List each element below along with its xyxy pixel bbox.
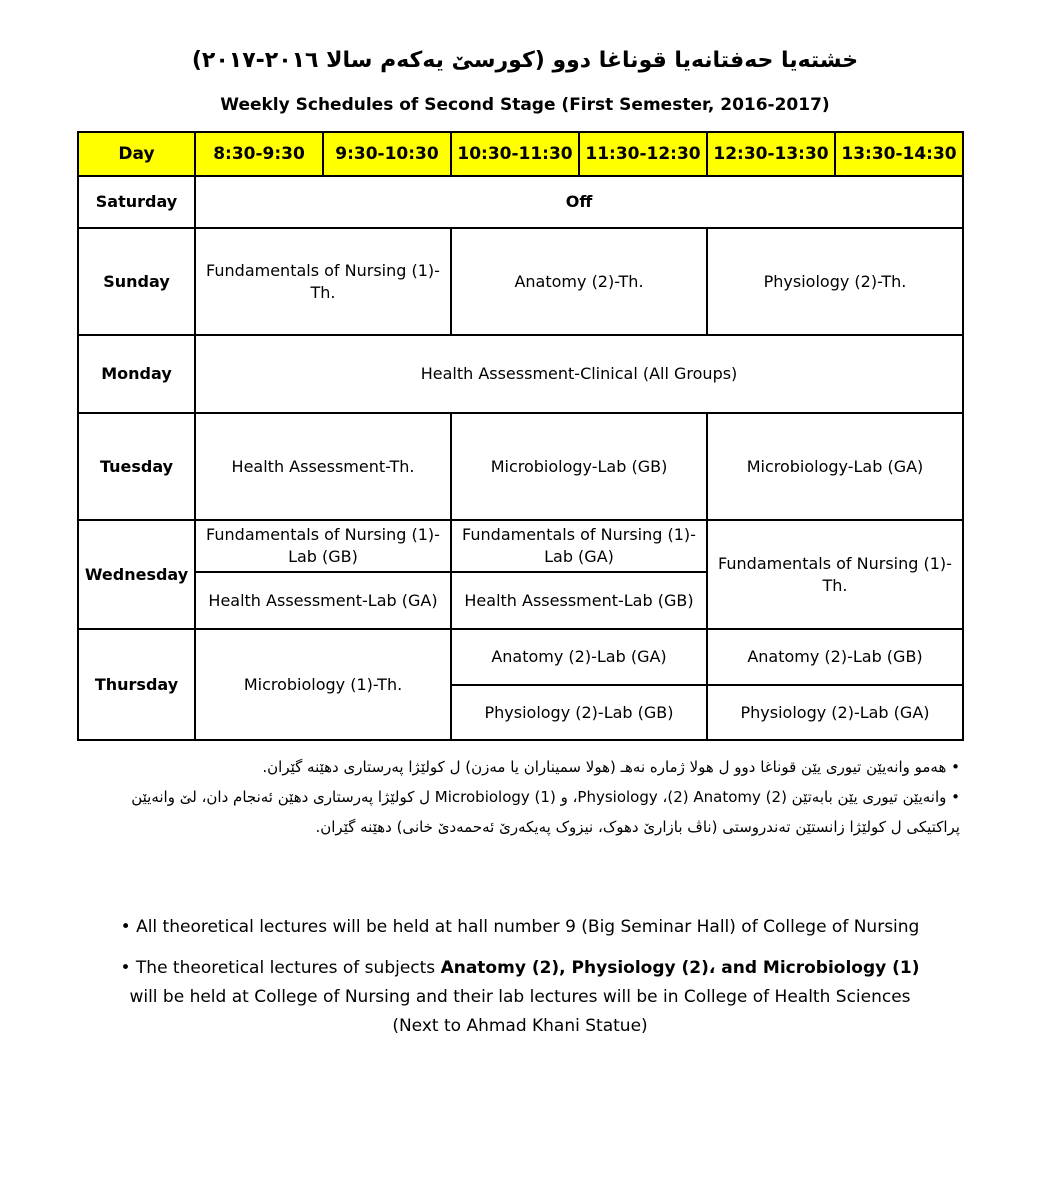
saturday-off: Off [195,176,963,228]
row-saturday [78,176,963,228]
thursday-block-1: Microbiology (1)-Th. [195,629,451,740]
thursday-block-2-bottom: Physiology (2)-Lab (GB) [451,685,707,740]
header-slot-2: 9:30-10:30 [323,132,451,176]
row-thursday-top [78,629,963,685]
day-tuesday: Tuesday [78,413,195,520]
tuesday-block-3: Microbiology-Lab (GA) [707,413,963,520]
title-kurdish: خشتەیا حەفتانەیا قوناغا دوو (کورسێ یەکەم سالا ٢٠١٦-٢٠١٧) [191,48,859,73]
wednesday-block-2-top: Fundamentals of Nursing (1)-Lab (GA) [451,520,707,572]
note-english-2-line3: (Next to Ahmad Khani Statue) [392,1016,648,1036]
day-monday: Monday [78,335,195,413]
day-thursday: Thursday [78,629,195,740]
wednesday-block-1-bottom: Health Assessment-Lab (GA) [195,572,451,629]
header-slot-6: 13:30-14:30 [835,132,963,176]
thursday-block-3-top: Anatomy (2)-Lab (GB) [707,629,963,685]
row-tuesday [78,413,963,520]
day-wednesday: Wednesday [78,520,195,629]
note-english-2-subjects: Anatomy (2), Physiology (2)، and Microbiology (1) [440,958,920,978]
row-wednesday-top [78,520,963,572]
note-english-1: • All theoretical lectures will be held at hall number 9 (Big Seminar Hall) of College of Nursing [120,917,920,937]
thursday-block-3-bottom: Physiology (2)-Lab (GA) [707,685,963,740]
tuesday-block-1: Health Assessment-Th. [195,413,451,520]
note-kurdish-1: • هەمو وانەیێن تیوری یێن قوناغا دوو ل هولا ژمارە نەهـ (هولا سمیناران یا مەزن) ل کولێژا پەرستاری دهێنە گێران. [262,758,960,776]
schedule-table [77,131,964,741]
header-row [78,132,963,176]
header-slot-3: 10:30-11:30 [451,132,579,176]
sunday-block-2: Anatomy (2)-Th. [451,228,707,335]
wednesday-block-3: Fundamentals of Nursing (1)-Th. [707,520,963,629]
thursday-block-2-top: Anatomy (2)-Lab (GA) [451,629,707,685]
sunday-block-1: Fundamentals of Nursing (1)-Th. [195,228,451,335]
header-slot-1: 8:30-9:30 [195,132,323,176]
header-slot-5: 12:30-13:30 [707,132,835,176]
note-english-2-prefix: • The theoretical lectures of subjects [120,958,441,978]
notes-kurdish [80,752,960,842]
note-english-2-line2: will be held at College of Nursing and their lab lectures will be in College of Health Sciences [129,987,911,1007]
note-english-2 [70,954,970,1041]
notes-english [70,913,970,1053]
day-sunday: Sunday [78,228,195,335]
day-saturday: Saturday [78,176,195,228]
tuesday-block-2: Microbiology-Lab (GB) [451,413,707,520]
wednesday-block-1-top: Fundamentals of Nursing (1)-Lab (GB) [195,520,451,572]
sunday-block-3: Physiology (2)-Th. [707,228,963,335]
wednesday-block-2-bottom: Health Assessment-Lab (GB) [451,572,707,629]
monday-block: Health Assessment-Clinical (All Groups) [195,335,963,413]
header-day: Day [78,132,195,176]
row-monday [78,335,963,413]
note-kurdish-2: • وانەیێن تیوری یێن بابەتێن (2) Physiology ،(2) Anatomy، و Microbiology (1) ل کولێژا پەرستاری دهێن ئەنجام دان، لێ وانەیێن پراکتیکی ل کولێژا زانستێن تەندروستی (ناڤ بازارێ دهوک، نیزوک پەیکەرێ ئەحمەدێ خانی) دهێنە گێران. [131,788,960,836]
row-sunday [78,228,963,335]
title-english: Weekly Schedules of Second Stage (First Semester, 2016-2017) [220,95,830,115]
header-slot-4: 11:30-12:30 [579,132,707,176]
